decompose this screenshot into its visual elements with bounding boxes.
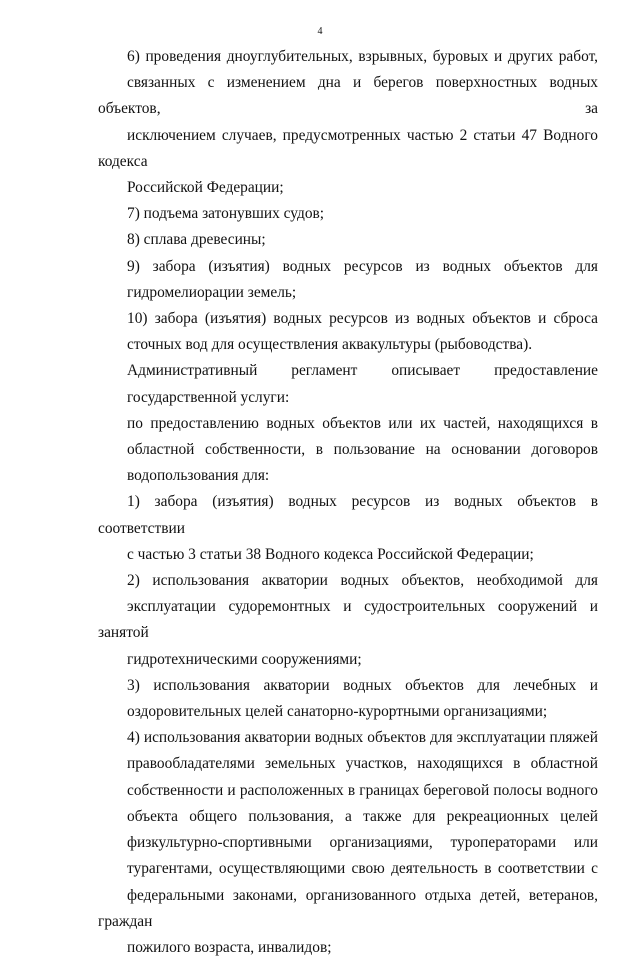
text-line: с частью 3 статьи 38 Водного кодекса Российской Федерации; (127, 545, 534, 563)
paragraph-item-9 (98, 254, 598, 306)
text-line: водопользования для: (127, 467, 270, 485)
paragraph-item-3 (98, 673, 598, 725)
paragraph-item-6 (98, 44, 598, 201)
paragraph-item-2 (98, 568, 598, 673)
text-line: 1) забора (изъятия) водных ресурсов из водных объектов в соответствии (98, 493, 598, 537)
text-line: объекта общего пользования, а также для рекреационных целей (127, 807, 598, 825)
page-number: 4 (317, 26, 323, 37)
text-line: государственной услуги: (127, 388, 290, 406)
text-line: по предоставлению водных объектов или их частей, находящихся в (127, 414, 598, 432)
paragraph-item-8 (98, 227, 598, 253)
document-body (98, 44, 598, 961)
paragraph-item-7 (98, 201, 598, 227)
text-line: оздоровительных целей санаторно-курортными организациями; (127, 703, 548, 721)
text-line: пожилого возраста, инвалидов; (127, 938, 332, 956)
text-line: эксплуатации судоремонтных и судостроительных сооружений и занятой (98, 598, 598, 642)
text-line: 10) забора (изъятия) водных ресурсов из водных объектов и сброса (127, 310, 598, 328)
text-line: собственности и расположенных в границах береговой полосы водного (127, 781, 598, 799)
text-line: 9) забора (изъятия) водных ресурсов из водных объектов для (127, 257, 598, 275)
text-line: областной собственности, в пользование на основании договоров (127, 441, 598, 459)
text-line: правообладателями земельных участков, находящихся в областной (127, 755, 598, 773)
text-line: Административный регламент описывает предоставление (127, 362, 598, 380)
text-line: 7) подъема затонувших судов; (127, 205, 325, 223)
text-line: гидротехническими сооружениями; (127, 650, 362, 668)
paragraph-provision (98, 411, 598, 490)
paragraph-item-1 (98, 489, 598, 568)
text-line: 2) использования акватории водных объектов, необходимой для (127, 572, 598, 590)
text-line: федеральными законами, организованного отдыха детей, ветеранов, граждан (98, 886, 598, 930)
text-line: Российской Федерации; (127, 179, 284, 197)
paragraph-item-10 (98, 306, 598, 358)
text-line: исключением случаев, предусмотренных частью 2 статьи 47 Водного кодекса (98, 126, 598, 170)
text-line: 4) использования акватории водных объектов для эксплуатации пляжей (127, 729, 598, 747)
text-line: 8) сплава древесины; (127, 231, 266, 249)
text-line: сточных вод для осуществления аквакультуры (рыбоводства). (127, 336, 533, 354)
paragraph-regulation-intro (98, 358, 598, 410)
text-line: гидромелиорации земель; (127, 283, 297, 301)
text-line: связанных с изменением дна и берегов поверхностных водных объектов, за (98, 74, 598, 118)
paragraph-item-4 (98, 725, 598, 961)
text-line: 6) проведения дноуглубительных, взрывных, буровых и других работ, (127, 48, 598, 65)
text-line: турагентами, осуществляющими свою деятельность в соответствии с (127, 860, 598, 878)
text-line: физкультурно-спортивными организациями, туроператорами или (127, 834, 598, 852)
text-line: 3) использования акватории водных объектов для лечебных и (127, 676, 598, 694)
